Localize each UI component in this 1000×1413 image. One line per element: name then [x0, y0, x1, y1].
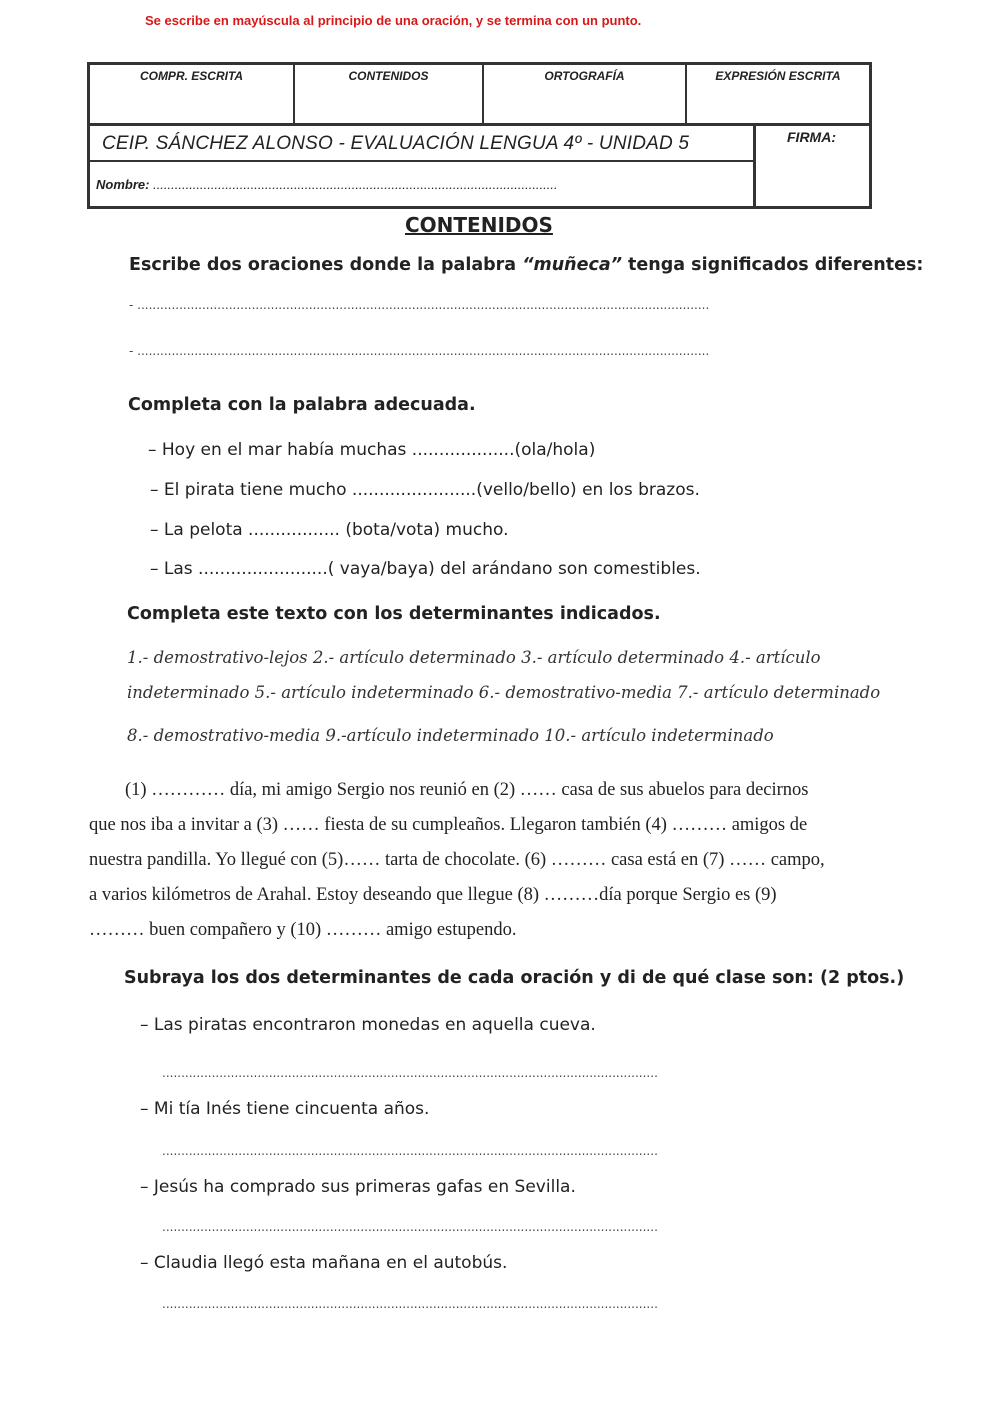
q2-item-1: – Hoy en el mar había muchas ...................(ola/hola)	[148, 440, 596, 460]
top-note: Se escribe en mayúscula al principio de una oración, y se termina con un punto.	[145, 13, 642, 28]
header-col-ortografia: ORTOGRAFÍA	[484, 65, 687, 125]
q4-item-2: – Mi tía Inés tiene cincuenta años.	[140, 1099, 430, 1119]
q3-instructions-2: indeterminado 5.- artículo indeterminado 6.- demostrativo-media 7.- artículo determinado	[127, 683, 881, 702]
q1-heading	[129, 255, 923, 275]
school-title: CEIP. SÁNCHEZ ALONSO - EVALUACIÓN LENGUA 4º - UNIDAD 5	[102, 133, 690, 154]
header-col-expresion: EXPRESIÓN ESCRITA	[715, 69, 841, 83]
q4-heading: Subraya los dos determinantes de cada oración y di de qué clase son: (2 ptos.)	[124, 968, 905, 988]
q3-text-line-3: nuestra pandilla. Yo llegué con (5)…… tarta de chocolate. (6) ……… casa está en (7) …… campo,	[89, 850, 825, 870]
q1-answer-line-1[interactable]: - ......................................................................................................................................................	[129, 298, 710, 312]
q4-item-1: – Las piratas encontraron monedas en aquella cueva.	[140, 1015, 596, 1035]
nombre-dots: ................................................................................................................	[153, 177, 558, 192]
q1-answer-line-2[interactable]: - ......................................................................................................................................................	[129, 344, 710, 358]
q3-text-line-2: que nos iba a invitar a (3) …… fiesta de su cumpleaños. Llegaron también (4) ……… amigos de	[89, 815, 808, 835]
q1-heading-pre: Escribe dos oraciones donde la palabra	[129, 255, 523, 275]
q3-text-line-1: (1) ………… día, mi amigo Sergio nos reunió en (2) …… casa de sus abuelos para decirnos	[125, 780, 809, 800]
q1-heading-post: tenga significados diferentes:	[621, 255, 924, 275]
name-divider	[90, 160, 754, 162]
q2-item-4: – Las ........................( vaya/baya) del arándano son comestibles.	[150, 559, 701, 579]
q2-heading: Completa con la palabra adecuada.	[128, 395, 476, 415]
q4-item-3: – Jesús ha comprado sus primeras gafas en Sevilla.	[140, 1177, 576, 1197]
q3-instructions-3: 8.- demostrativo-media 9.-artículo indeterminado 10.- artículo indeterminado	[127, 726, 774, 745]
q4-answer-line-2[interactable]: ..................................................................................................................................	[162, 1144, 658, 1158]
q3-instructions-1: 1.- demostrativo-lejos 2.- artículo determinado 3.- artículo determinado 4.- artículo	[127, 648, 821, 667]
q3-text-line-4: a varios kilómetros de Arahal. Estoy deseando que llegue (8) ………día porque Sergio es (9)	[89, 885, 777, 905]
q1-heading-word: “muñeca”	[522, 255, 622, 275]
header-box	[87, 62, 872, 209]
q4-answer-line-3[interactable]: ..................................................................................................................................	[162, 1220, 658, 1234]
firma-label: FIRMA:	[787, 129, 836, 145]
header-col-compr: COMPR. ESCRITA	[90, 65, 295, 125]
q3-text-line-5: ……… buen compañero y (10) ……… amigo estupendo.	[89, 920, 517, 940]
header-col-contenidos: CONTENIDOS	[295, 65, 484, 125]
q2-item-2: – El pirata tiene mucho .......................(vello/bello) en los brazos.	[150, 480, 700, 500]
q4-item-4: – Claudia llegó esta mañana en el autobús.	[140, 1253, 508, 1273]
q4-answer-line-1[interactable]: ..................................................................................................................................	[162, 1066, 658, 1080]
q2-item-3: – La pelota ................. (bota/vota) mucho.	[150, 520, 509, 540]
q3-heading: Completa este texto con los determinantes indicados.	[127, 604, 661, 624]
q4-answer-line-4[interactable]: ..................................................................................................................................	[162, 1297, 658, 1311]
nombre-field[interactable]	[96, 177, 558, 192]
page-title: CONTENIDOS	[405, 213, 553, 237]
firma-divider	[753, 123, 756, 209]
nombre-label: Nombre:	[96, 177, 150, 192]
